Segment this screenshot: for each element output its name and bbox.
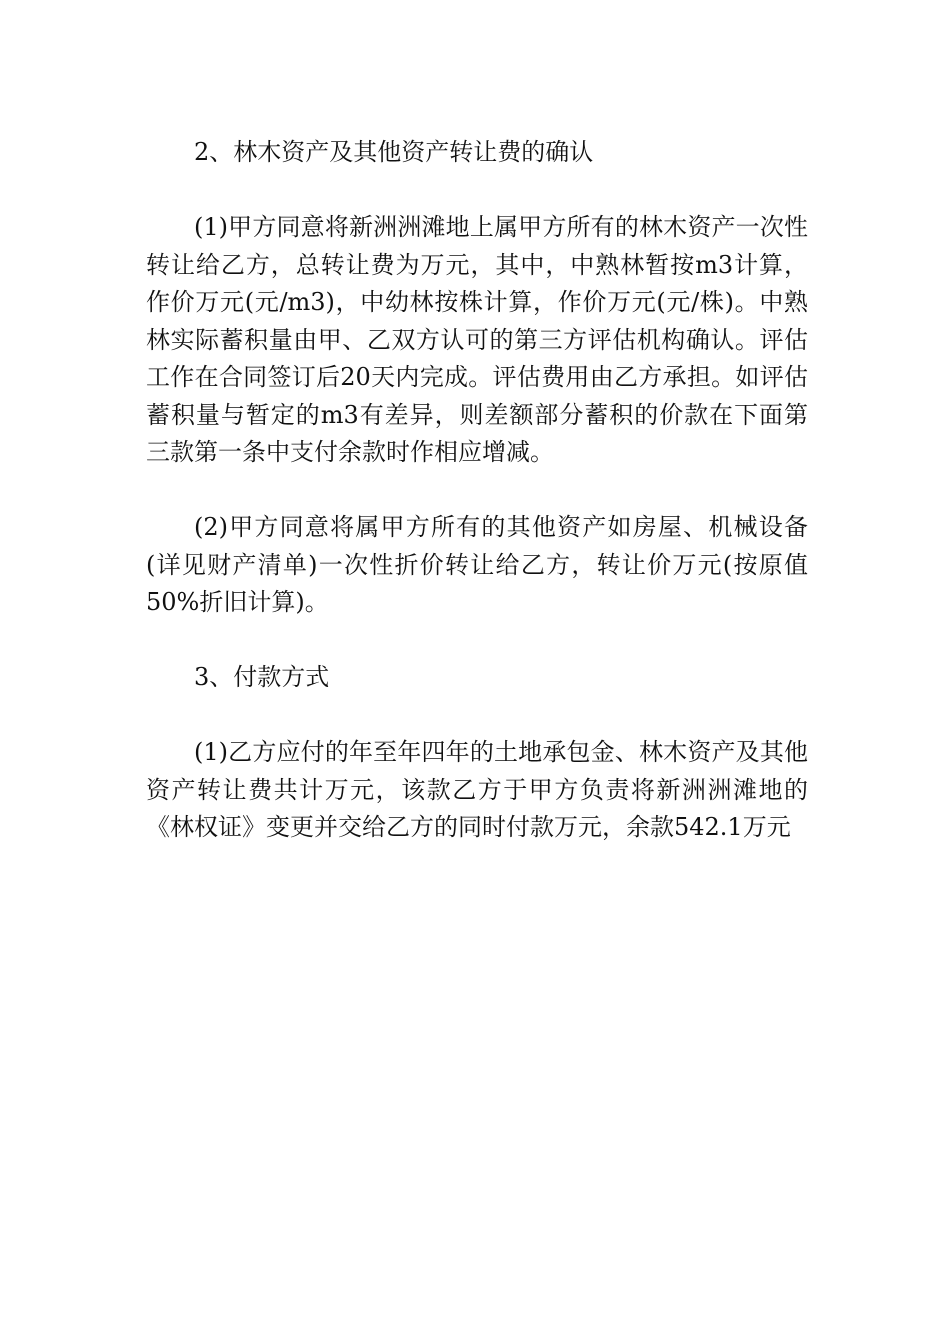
document-body	[146, 134, 808, 847]
clause-forest-assets: (1)甲方同意将新洲洲滩地上属甲方所有的林木资产一次性转让给乙方，总转让费为万元，其中，中熟林暂按m3计算，作价万元(元/m3)，中幼林按株计算，作价万元(元/株)。中熟林实际蓄积量由甲、乙双方认可的第三方评估机构确认。评估工作在合同签订后20天内完成。评估费用由乙方承担。如评估蓄积量与暂定的m3有差异，则差额部分蓄积的价款在下面第三款第一条中支付余款时作相应增减。	[146, 213, 808, 466]
clause-other-assets: (2)甲方同意将属甲方所有的其他资产如房屋、机械设备(详见财产清单)一次性折价转让给乙方，转让价万元(按原值50%折旧计算)。	[146, 513, 808, 616]
clause-payment-schedule: (1)乙方应付的年至年四年的土地承包金、林木资产及其他资产转让费共计万元，该款乙方于甲方负责将新洲洲滩地的《林权证》变更并交给乙方的同时付款万元，余款542.1万元	[146, 738, 808, 841]
section-heading-payment: 3、付款方式	[194, 663, 330, 691]
section-heading-transfer-fee: 2、林木资产及其他资产转让费的确认	[194, 138, 594, 166]
